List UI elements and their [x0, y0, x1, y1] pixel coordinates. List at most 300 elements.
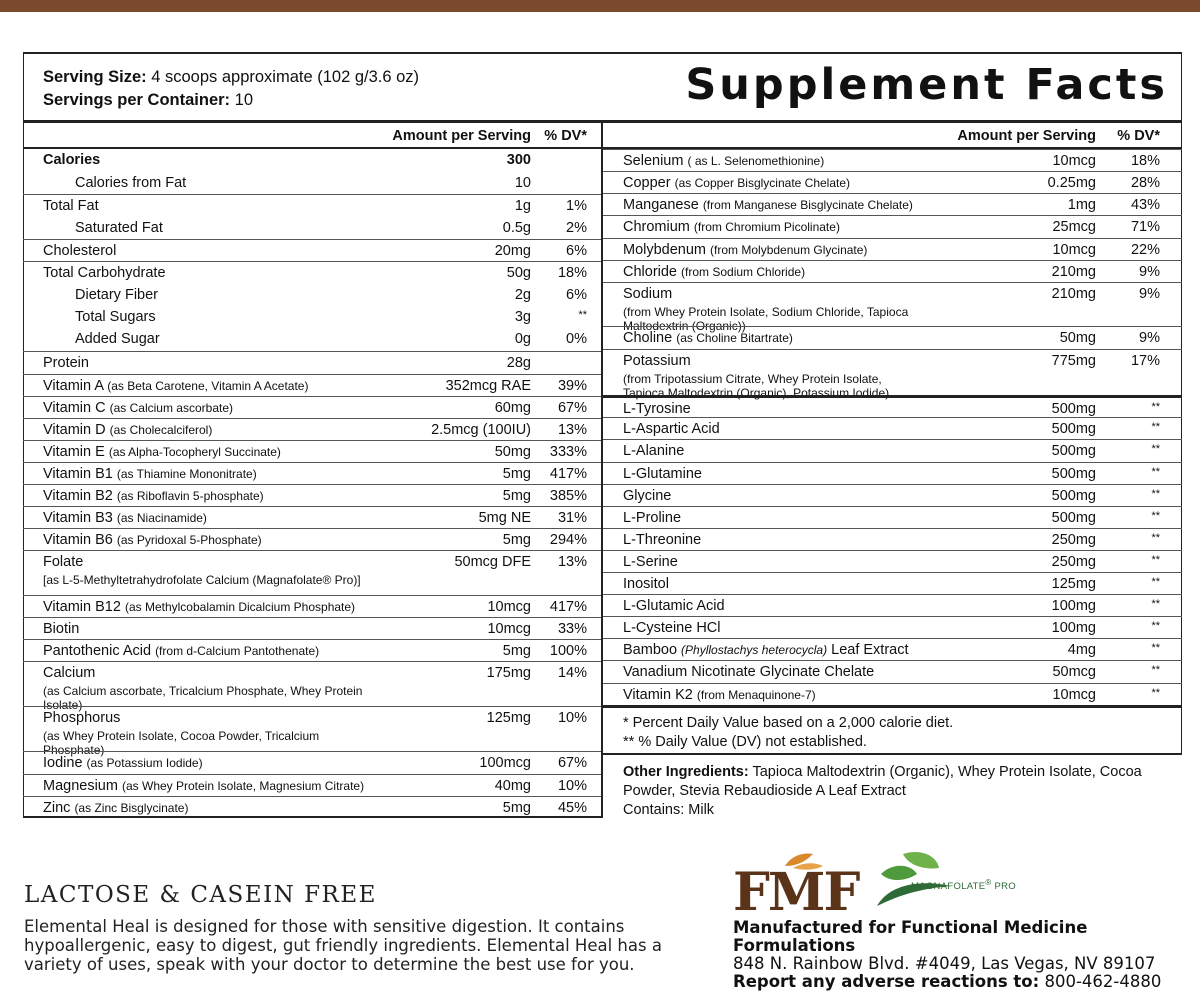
nutrient-amount: 1g [514, 198, 531, 214]
nutrient-label: Vanadium Nicotinate Glycinate Chelate [623, 664, 875, 680]
nutrient-name [23, 463, 371, 482]
page-title: Supplement Facts [685, 60, 1168, 110]
servings-value: 10 [234, 91, 253, 109]
nutrient-daily-value: ** [1151, 466, 1160, 478]
nutrient-name [603, 617, 926, 636]
nutrient-label: L-Serine [623, 554, 678, 570]
nutrient-amount: 60mg [494, 400, 531, 416]
nutrient-row [603, 528, 1182, 550]
nutrient-name [603, 573, 926, 592]
nutrient-row [23, 751, 601, 774]
nutrient-source: (as Zinc Bisglycinate) [74, 801, 189, 815]
other-ingredients-text: Tapioca Maltodextrin (Organic), Whey Protein Isolate, Cocoa Powder, Stevia Rebaudioside A Leaf Extract [623, 764, 1142, 799]
nutrient-row [603, 462, 1182, 484]
nutrient-label: Dietary Fiber [75, 287, 158, 303]
nutrient-label: Bamboo [623, 642, 678, 658]
nutrient-source: (as Riboflavin 5-phosphate) [116, 489, 264, 503]
panel-top-border [23, 52, 1182, 54]
nutrient-daily-value: 417% [549, 466, 587, 482]
nutrient-row [23, 396, 601, 418]
nutrient-daily-value: 9% [1139, 286, 1160, 302]
nutrient-daily-value: 100% [549, 643, 587, 659]
nutrient-source: ( as L. Selenomethionine) [687, 154, 825, 168]
nutrient-label: Potassium [623, 353, 691, 369]
nutrient-label: Calories from Fat [75, 175, 187, 191]
nutrient-daily-value: 0% [566, 331, 587, 347]
nutrient-label: L-Tyrosine [623, 401, 691, 417]
nutrient-name [23, 618, 371, 637]
nutrient-row [603, 594, 1182, 616]
nutrient-name [23, 441, 371, 460]
footnotes [603, 705, 1182, 755]
nutrient-name [603, 440, 926, 459]
nutrient-name [23, 662, 371, 712]
nutrient-label: Vitamin D [43, 422, 106, 438]
manufacturer-address: 848 N. Rainbow Blvd. #4049, Las Vegas, NV 89107 [733, 954, 1156, 973]
nutrient-row [23, 374, 601, 396]
nutrient-daily-value: 9% [1139, 264, 1160, 280]
nutrient-row [23, 149, 601, 172]
nutrient-label: L-Aspartic Acid [623, 421, 720, 437]
nutrient-daily-value: 10% [557, 778, 587, 794]
nutrient-source: (as Niacinamide) [116, 511, 207, 525]
nutrient-amount: 500mg [1051, 421, 1096, 437]
nutrient-label: L-Alanine [623, 443, 685, 459]
nutrient-source-detail: (from Whey Protein Isolate, Sodium Chloride, Tapioca Maltodextrin (Organic)) [623, 305, 909, 333]
nutrient-label: Choline [623, 330, 673, 346]
nutrient-label: Added Sugar [75, 331, 160, 347]
nutrient-amount: 500mg [1051, 488, 1096, 504]
nutrient-amount: 25mcg [1052, 219, 1096, 235]
magnafolate-logo [873, 848, 1033, 914]
nutrient-row [603, 638, 1182, 660]
nutrient-label: Vitamin C [43, 400, 106, 416]
nutrient-daily-value: 14% [557, 665, 587, 681]
nutrient-row [603, 326, 1182, 349]
nutrient-source: (as Calcium ascorbate) [109, 401, 233, 415]
nutrient-daily-value: ** [1151, 510, 1160, 522]
nutrient-row [603, 417, 1182, 439]
nutrient-source: (from Molybdenum Glycinate) [710, 243, 868, 257]
nutrient-row [603, 395, 1182, 417]
nutrient-amount: 100mcg [479, 755, 531, 771]
nutrient-name [23, 529, 371, 548]
nutrient-amount: 125mg [486, 710, 531, 726]
magnafolate-reg: ® [985, 878, 992, 887]
nutrient-row [603, 215, 1182, 238]
nutrient-row [23, 194, 601, 217]
nutrient-daily-value: ** [1151, 576, 1160, 588]
left-header-spacer [23, 123, 371, 126]
nutrient-amount: 500mg [1051, 466, 1096, 482]
nutrient-label-suffix: Leaf Extract [831, 642, 909, 658]
nutrient-name [23, 172, 371, 191]
nutrient-amount: 10mcg [1052, 687, 1096, 703]
serving-info [43, 66, 419, 112]
nutrient-row [603, 193, 1182, 215]
adverse-label: Report any adverse reactions to: [733, 972, 1040, 991]
nutrient-name [603, 350, 926, 400]
nutrient-source: (as Methylcobalamin Dicalcium Phosphate) [124, 600, 356, 614]
nutrient-row [23, 328, 601, 351]
nutrient-source: (as Cholecalciferol) [109, 423, 213, 437]
nutrient-amount: 0g [514, 331, 531, 347]
nutrient-label: Total Carbohydrate [43, 265, 166, 281]
nutrient-daily-value: 13% [557, 422, 587, 438]
nutrient-row [23, 661, 601, 712]
nutrient-amount: 125mg [1051, 576, 1096, 592]
nutrient-name [23, 485, 371, 504]
nutrient-row [23, 284, 601, 306]
servings-label: Servings per Container: [43, 91, 231, 109]
nutrient-row [23, 217, 601, 239]
nutrient-amount: 100mg [1051, 598, 1096, 614]
nutrient-source: (from Menaquinone-7) [696, 688, 816, 702]
nutrient-amount: 210mg [1051, 286, 1096, 302]
nutrient-name [23, 752, 371, 771]
nutrient-amount: 0.5g [502, 220, 531, 236]
lactose-casein-title: LACTOSE & CASEIN FREE [24, 882, 377, 908]
magnafolate-logo-text [911, 878, 1016, 892]
nutrient-daily-value [531, 352, 601, 355]
nutrient-label: Vitamin B12 [43, 599, 121, 615]
nutrient-daily-value: 10% [557, 710, 587, 726]
nutrient-daily-value [531, 149, 601, 152]
nutrient-amount: 28g [506, 355, 531, 371]
right-header-spacer [603, 123, 926, 126]
nutrient-name [603, 194, 926, 213]
nutrient-amount: 5mg NE [478, 510, 531, 526]
nutrient-label: Molybdenum [623, 242, 707, 258]
serving-size-value: 4 scoops approximate (102 g/3.6 oz) [151, 68, 420, 86]
nutrient-daily-value: ** [1151, 687, 1160, 699]
nutrient-daily-value: 31% [557, 510, 587, 526]
nutrient-label: Calories [43, 152, 101, 168]
nutrient-amount: 50mcg [1052, 664, 1096, 680]
nutrient-name [603, 529, 926, 548]
nutrient-amount: 50mcg DFE [454, 554, 531, 570]
nutrient-amount: 352mcg RAE [445, 378, 531, 394]
nutrient-source-detail: (as Whey Protein Isolate, Cocoa Powder, Tricalcium Phosphate) [43, 729, 320, 757]
nutrient-amount: 500mg [1051, 443, 1096, 459]
nutrient-row [23, 796, 601, 818]
nutrient-amount: 775mg [1051, 353, 1096, 369]
nutrient-name [603, 216, 926, 235]
nutrient-daily-value: 294% [549, 532, 587, 548]
nutrient-amount: 10mcg [1052, 242, 1096, 258]
nutrient-row [23, 172, 601, 194]
nutrient-row [603, 349, 1182, 400]
nutrient-name [603, 261, 926, 280]
nutrient-label: Sodium [623, 286, 673, 302]
nutrient-amount: 10mcg [487, 599, 531, 615]
nutrient-source-detail: (from Tripotassium Citrate, Whey Protein Isolate, Tapioca Maltodextrin (Organic), Potassium Iodide) [623, 372, 890, 400]
nutrient-daily-value: 43% [1130, 197, 1160, 213]
fmf-logo [733, 852, 859, 923]
nutrient-label: Magnesium [43, 778, 118, 794]
nutrient-name [603, 684, 926, 703]
nutrient-label: Total Sugars [75, 309, 156, 325]
nutrient-row [23, 506, 601, 528]
serving-size-label: Serving Size: [43, 68, 147, 86]
nutrient-row [23, 528, 601, 550]
nutrient-daily-value: 6% [566, 243, 587, 259]
nutrient-row [603, 238, 1182, 260]
allergen-contains: Contains: Milk [623, 802, 715, 818]
nutrient-amount: 175mg [486, 665, 531, 681]
nutrient-row [603, 282, 1182, 333]
nutrient-daily-value: 417% [549, 599, 587, 615]
nutrient-source: (as Pyridoxal 5-Phosphate) [116, 533, 262, 547]
nutrient-name [603, 551, 926, 570]
nutrient-daily-value: ** [1151, 642, 1160, 654]
nutrient-source: (as Potassium Iodide) [86, 756, 203, 770]
nutrient-row [603, 683, 1182, 705]
nutrient-name [603, 639, 926, 658]
nutrient-label: Vitamin A [43, 378, 104, 394]
nutrient-row [23, 774, 601, 796]
nutrient-daily-value: ** [1151, 554, 1160, 566]
nutrient-amount: 5mg [502, 532, 531, 548]
nutrient-label: Vitamin B1 [43, 466, 113, 482]
right-rows [603, 149, 1182, 705]
nutrient-amount: 5mg [502, 643, 531, 659]
nutrient-name [603, 485, 926, 504]
nutrient-daily-value: 71% [1130, 219, 1160, 235]
nutrient-amount: 1mg [1067, 197, 1096, 213]
nutrient-label: Copper [623, 175, 671, 191]
nutrient-name [603, 595, 926, 614]
nutrient-daily-value: 18% [557, 265, 587, 281]
nutrient-name [603, 507, 926, 526]
nutrient-label: Pantothenic Acid [43, 643, 152, 659]
nutrient-amount: 300 [506, 152, 531, 168]
nutrient-source: (Phyllostachys heterocycla) [681, 643, 828, 657]
nutrient-row [603, 260, 1182, 282]
nutrient-label: Zinc [43, 800, 71, 816]
nutrient-daily-value: 6% [566, 287, 587, 303]
nutrient-source: (as Choline Bitartrate) [676, 331, 793, 345]
nutrient-label: L-Glutamic Acid [623, 598, 725, 614]
nutrient-source-detail: (as Calcium ascorbate, Tricalcium Phosphate, Whey Protein Isolate) [43, 684, 363, 712]
nutrient-label: Iodine [43, 755, 83, 771]
nutrient-label: Vitamin B3 [43, 510, 113, 526]
nutrient-name [603, 172, 926, 191]
nutrient-source: (as Thiamine Mononitrate) [116, 467, 257, 481]
nutrient-name [603, 327, 926, 346]
nutrient-label: L-Glutamine [623, 466, 702, 482]
right-dv-header: % DV* [1117, 128, 1160, 144]
nutrient-row [23, 595, 601, 617]
nutrient-amount: 2.5mcg (100IU) [431, 422, 531, 438]
nutrient-row [23, 462, 601, 484]
nutrient-label: Vitamin B6 [43, 532, 113, 548]
nutrient-name [603, 661, 926, 680]
lactose-casein-description: Elemental Heal is designed for those with sensitive digestion. It contains hypoallergenic, easy to digest, gut friendly ingredients. Elemental Heal has a variety of uses, speak with your doctor to determine the best use for you. [24, 917, 662, 974]
nutrient-daily-value: 13% [557, 554, 587, 570]
nutrient-amount: 250mg [1051, 532, 1096, 548]
nutrient-amount: 20mg [494, 243, 531, 259]
nutrient-daily-value [531, 172, 601, 175]
nutrient-name [23, 352, 371, 371]
nutrient-amount: 10mcg [1052, 153, 1096, 169]
nutrient-name [23, 284, 371, 303]
nutrient-daily-value: 67% [557, 755, 587, 771]
nutrient-daily-value: 1% [566, 198, 587, 214]
nutrient-row [23, 550, 601, 595]
nutrient-source: (from Manganese Bisglycinate Chelate) [702, 198, 913, 212]
nutrient-amount: 0.25mg [1047, 175, 1096, 191]
nutrient-name [603, 150, 926, 169]
nutrient-label: Chromium [623, 219, 690, 235]
nutrient-row [603, 660, 1182, 683]
nutrient-source: (from Chromium Picolinate) [693, 220, 840, 234]
nutrient-name [23, 240, 371, 259]
nutrient-name [603, 398, 926, 417]
nutrient-name [23, 397, 371, 416]
nutrient-amount: 100mg [1051, 620, 1096, 636]
nutrient-daily-value: ** [1151, 664, 1160, 676]
nutrient-name [23, 551, 371, 587]
nutrient-row [603, 484, 1182, 506]
nutrient-row [603, 506, 1182, 528]
right-table-header [603, 123, 1182, 149]
nutrient-row [603, 616, 1182, 638]
nutrient-amount: 10mcg [487, 621, 531, 637]
supplement-facts-panel [23, 52, 1182, 818]
nutrient-amount: 5mg [502, 488, 531, 504]
nutrient-label: Total Fat [43, 198, 99, 214]
nutrient-label: Selenium [623, 153, 684, 169]
nutrient-label: Saturated Fat [75, 220, 163, 236]
nutrient-row [23, 351, 601, 374]
nutrient-row [23, 306, 601, 328]
nutrient-label: Biotin [43, 621, 80, 637]
nutrient-row [603, 149, 1182, 171]
right-nutrient-column [603, 123, 1182, 820]
nutrient-name [23, 195, 371, 214]
nutrient-source: (as Alpha-Tocopheryl Succinate) [108, 445, 281, 459]
nutrient-daily-value: 28% [1130, 175, 1160, 191]
nutrient-daily-value: 9% [1139, 330, 1160, 346]
nutrient-amount: 250mg [1051, 554, 1096, 570]
nutrient-source-detail: [as L-5-Methyltetrahydrofolate Calcium (Magnafolate® Pro)] [43, 573, 361, 587]
nutrient-source: (as Copper Bisglycinate Chelate) [674, 176, 851, 190]
nutrient-amount: 5mg [502, 800, 531, 816]
left-dv-header: % DV* [544, 128, 587, 144]
nutrient-name [23, 707, 371, 757]
nutrient-daily-value: 18% [1130, 153, 1160, 169]
nutrient-amount: 50mg [1059, 330, 1096, 346]
other-ingredients [603, 755, 1163, 820]
nutrient-name [23, 640, 371, 659]
nutrient-daily-value: 39% [557, 378, 587, 394]
nutrient-daily-value: 45% [557, 800, 587, 816]
nutrient-amount: 3g [514, 309, 531, 325]
nutrient-amount: 500mg [1051, 510, 1096, 526]
nutrient-source: (from d-Calcium Pantothenate) [155, 644, 320, 658]
nutrient-row [23, 617, 601, 639]
nutrient-daily-value: 67% [557, 400, 587, 416]
manufacturer-line: Manufactured for Functional Medicine Formulations [733, 918, 1088, 955]
nutrient-name [23, 507, 371, 526]
magnafolate-word: MAGNAFOLATE [911, 881, 986, 893]
nutrient-name [23, 596, 371, 615]
nutrient-name [23, 775, 371, 794]
nutrient-name [23, 797, 371, 816]
nutrient-label: Calcium [43, 665, 96, 681]
nutrient-source: (from Sodium Chloride) [681, 265, 806, 279]
nutrient-label: Cholesterol [43, 243, 117, 259]
nutrient-label: L-Threonine [623, 532, 702, 548]
nutrient-daily-value: ** [1151, 598, 1160, 610]
nutrient-daily-value: ** [1151, 620, 1160, 632]
nutrient-row [23, 418, 601, 440]
nutrient-name [23, 217, 371, 236]
nutrient-amount: 40mg [494, 778, 531, 794]
nutrient-label: Phosphorus [43, 710, 121, 726]
nutrient-daily-value: ** [1151, 488, 1160, 500]
nutrient-name [23, 328, 371, 347]
nutrient-row [603, 572, 1182, 594]
nutrient-row [603, 439, 1182, 462]
top-brand-bar [0, 0, 1200, 12]
manufacturer-info [733, 919, 1193, 991]
nutrient-row [23, 440, 601, 462]
nutrient-daily-value: ** [1151, 401, 1160, 413]
nutrient-name [23, 149, 371, 168]
nutrient-source: (as Beta Carotene, Vitamin A Acetate) [107, 379, 309, 393]
nutrient-name [603, 239, 926, 258]
nutrient-daily-value: 33% [557, 621, 587, 637]
nutrient-name [23, 375, 371, 394]
nutrient-label: L-Cysteine HCl [623, 620, 721, 636]
left-nutrient-column [23, 123, 603, 818]
nutrient-amount: 4mg [1067, 642, 1096, 658]
magnafolate-pro: PRO [994, 881, 1016, 893]
nutrient-daily-value: 22% [1130, 242, 1160, 258]
right-amount-header: Amount per Serving [957, 128, 1096, 144]
footnote-not-established: ** % Daily Value (DV) not established. [623, 734, 867, 750]
nutrient-daily-value: ** [1151, 421, 1160, 433]
nutrient-daily-value: ** [1151, 443, 1160, 455]
nutrient-amount: 50g [506, 265, 531, 281]
nutrient-amount: 10 [514, 175, 531, 191]
nutrient-daily-value: 17% [1130, 353, 1160, 369]
left-rows [23, 149, 601, 818]
nutrient-label: L-Proline [623, 510, 682, 526]
nutrient-label: Manganese [623, 197, 699, 213]
nutrient-name [23, 419, 371, 438]
nutrient-amount: 5mg [502, 466, 531, 482]
nutrient-row [23, 261, 601, 284]
nutrient-amount: 2g [514, 287, 531, 303]
nutrient-name [23, 262, 371, 281]
nutrient-name [23, 306, 371, 325]
nutrient-name [603, 463, 926, 482]
nutrient-daily-value: 2% [566, 220, 587, 236]
nutrient-label: Vitamin E [43, 444, 105, 460]
nutrient-amount: 210mg [1051, 264, 1096, 280]
nutrient-row [23, 239, 601, 261]
nutrient-daily-value: ** [1151, 532, 1160, 544]
fmf-logo-text: FMF [733, 862, 859, 923]
left-table-header [23, 123, 601, 149]
nutrient-label: Glycine [623, 488, 672, 504]
nutrient-row [603, 171, 1182, 193]
nutrient-row [23, 706, 601, 757]
nutrient-row [23, 639, 601, 661]
